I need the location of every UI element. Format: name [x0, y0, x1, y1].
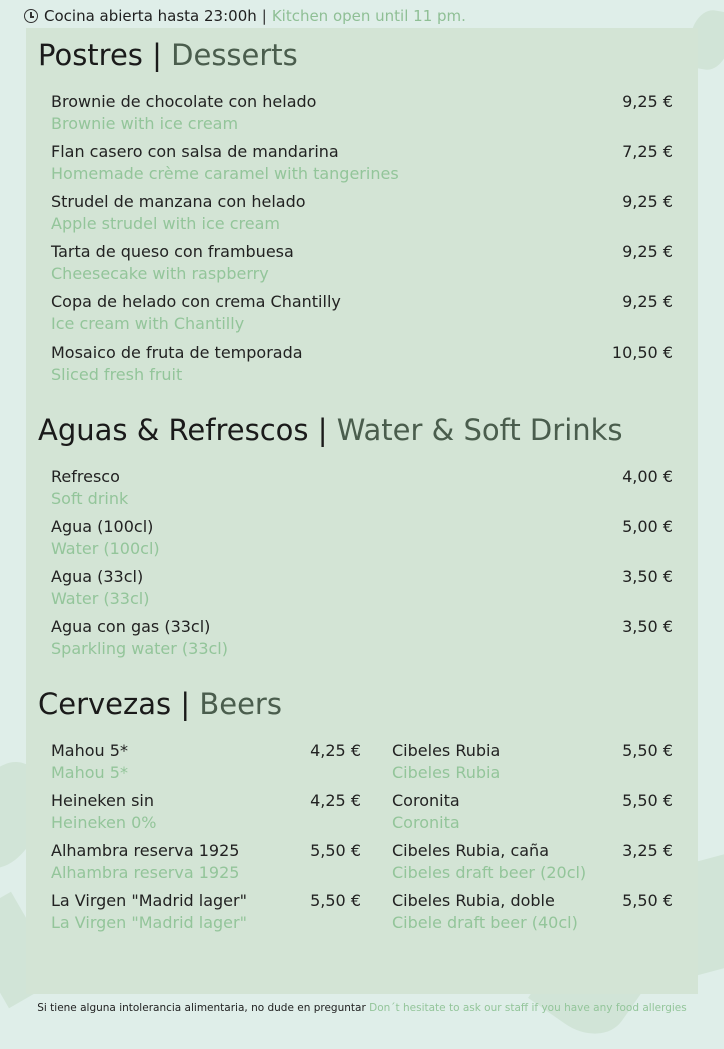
- menu-item: [51, 191, 673, 235]
- menu-item: [51, 890, 361, 934]
- menu-item: [51, 342, 673, 386]
- item-name-es: Agua con gas (33cl): [51, 617, 211, 636]
- item-price: 3,50 €: [622, 617, 673, 636]
- menu-item: [392, 890, 673, 934]
- item-price: 9,25 €: [622, 192, 673, 211]
- menu-item: [51, 516, 673, 560]
- menu-item: [51, 466, 673, 510]
- menu-item: [51, 241, 673, 285]
- item-name-es: Tarta de queso con frambuesa: [51, 242, 294, 261]
- allergy-notice: [0, 1002, 724, 1014]
- kitchen-hours-es: Cocina abierta hasta 23:00h: [44, 7, 257, 25]
- item-price: 5,50 €: [622, 891, 673, 910]
- item-price: 4,25 €: [310, 741, 361, 760]
- item-name-en: Apple strudel with ice cream: [51, 214, 280, 233]
- item-name-es: Mosaico de fruta de temporada: [51, 343, 303, 362]
- item-price: 5,50 €: [310, 891, 361, 910]
- menu-item: [51, 840, 361, 884]
- separator: |: [261, 7, 267, 25]
- item-name-en: Coronita: [392, 813, 460, 832]
- menu-item: [51, 790, 361, 834]
- item-name-es: Cibeles Rubia: [392, 741, 501, 760]
- item-name-en: Ice cream with Chantilly: [51, 314, 245, 333]
- item-name-es: Cibeles Rubia, doble: [392, 891, 555, 910]
- allergy-notice-es: Si tiene alguna intolerancia alimentaria, no dude en preguntar: [37, 1002, 366, 1014]
- separator: |: [317, 413, 328, 447]
- item-name-es: Coronita: [392, 791, 460, 810]
- item-name-en: Water (33cl): [51, 589, 150, 608]
- item-name-en: Cheesecake with raspberry: [51, 264, 269, 283]
- section-title-desserts: [38, 38, 298, 72]
- item-name-es: Agua (33cl): [51, 567, 144, 586]
- item-name-es: Brownie de chocolate con helado: [51, 92, 317, 111]
- menu-item: [392, 790, 673, 834]
- item-name-es: Alhambra reserva 1925: [51, 841, 240, 860]
- item-price: 9,25 €: [622, 92, 673, 111]
- item-name-en: Mahou 5*: [51, 763, 128, 782]
- item-price: 5,50 €: [310, 841, 361, 860]
- menu-item: [51, 91, 673, 135]
- item-name-en: Soft drink: [51, 489, 129, 508]
- menu-item: [51, 566, 673, 610]
- menu-item: [51, 616, 673, 660]
- item-name-en: Homemade crème caramel with tangerines: [51, 164, 399, 183]
- item-price: 3,50 €: [622, 567, 673, 586]
- item-name-en: Cibele draft beer (40cl): [392, 913, 578, 932]
- section-title-es: Postres: [38, 38, 143, 72]
- section-title-drinks: [38, 413, 623, 447]
- menu-item: [392, 740, 673, 784]
- kitchen-hours-en: Kitchen open until 11 pm.: [271, 7, 466, 25]
- section-title-en: Water & Soft Drinks: [336, 413, 623, 447]
- item-name-en: Cibeles draft beer (20cl): [392, 863, 587, 882]
- item-name-en: Sparkling water (33cl): [51, 639, 228, 658]
- kitchen-hours-bar: [24, 5, 466, 27]
- item-name-en: Brownie with ice cream: [51, 114, 239, 133]
- item-price: 9,25 €: [622, 292, 673, 311]
- separator: |: [180, 687, 191, 721]
- menu-item: [51, 291, 673, 335]
- item-name-es: Agua (100cl): [51, 517, 154, 536]
- item-name-es: Heineken sin: [51, 791, 154, 810]
- item-name-en: Cibeles Rubia: [392, 763, 501, 782]
- item-name-es: Refresco: [51, 467, 120, 486]
- section-title-es: Aguas & Refrescos: [38, 413, 309, 447]
- item-name-es: Cibeles Rubia, caña: [392, 841, 549, 860]
- allergy-notice-en: Don´t hesitate to ask our staff if you have any food allergies: [369, 1002, 687, 1014]
- item-price: 4,00 €: [622, 467, 673, 486]
- item-price: 10,50 €: [611, 343, 673, 362]
- item-price: 3,25 €: [622, 841, 673, 860]
- item-name-en: Alhambra reserva 1925: [51, 863, 240, 882]
- item-name-es: Mahou 5*: [51, 741, 128, 760]
- item-price: 5,50 €: [622, 741, 673, 760]
- menu-item: [51, 141, 673, 185]
- menu-item: [51, 740, 361, 784]
- item-price: 5,00 €: [622, 517, 673, 536]
- section-title-beers: [38, 687, 282, 721]
- item-price: 4,25 €: [310, 791, 361, 810]
- menu-item: [392, 840, 673, 884]
- section-title-en: Beers: [199, 687, 282, 721]
- item-price: 7,25 €: [622, 142, 673, 161]
- clock-icon: [24, 9, 38, 23]
- item-name-en: La Virgen "Madrid lager": [51, 913, 247, 932]
- item-name-es: Flan casero con salsa de mandarina: [51, 142, 339, 161]
- section-title-en: Desserts: [171, 38, 298, 72]
- item-name-en: Sliced fresh fruit: [51, 365, 183, 384]
- section-title-es: Cervezas: [38, 687, 172, 721]
- item-price: 5,50 €: [622, 791, 673, 810]
- separator: |: [152, 38, 162, 72]
- item-name-es: La Virgen "Madrid lager": [51, 891, 247, 910]
- item-name-en: Water (100cl): [51, 539, 160, 558]
- item-price: 9,25 €: [622, 242, 673, 261]
- item-name-es: Strudel de manzana con helado: [51, 192, 306, 211]
- item-name-es: Copa de helado con crema Chantilly: [51, 292, 341, 311]
- item-name-en: Heineken 0%: [51, 813, 157, 832]
